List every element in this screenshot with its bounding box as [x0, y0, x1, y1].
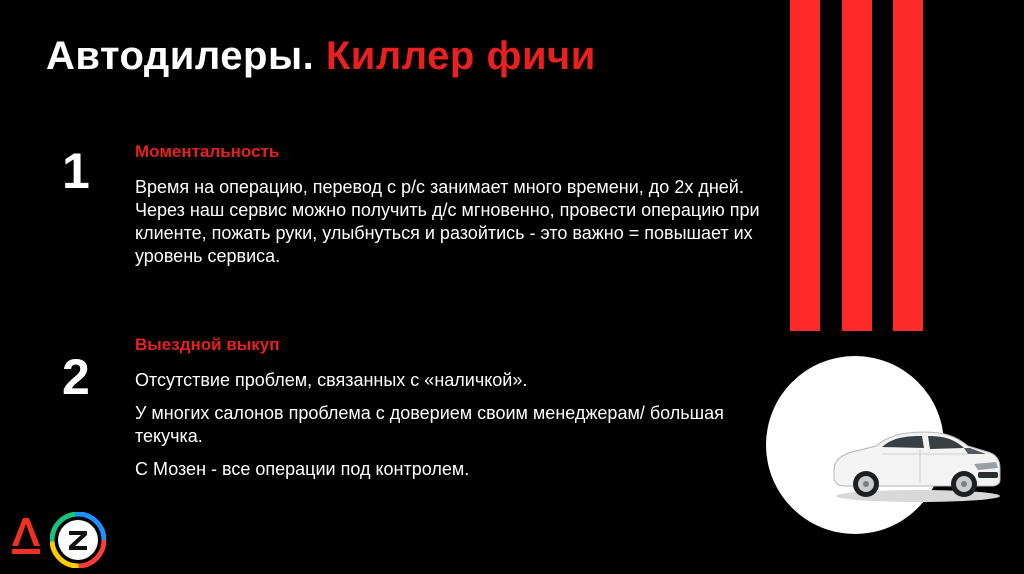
title-part-white: Автодилеры.: [46, 34, 326, 78]
item-paragraph: У многих салонов проблема с доверием своим менеджерам/ большая текучка.: [135, 403, 724, 446]
item-title-2: Выездной выкуп: [135, 335, 280, 354]
item-number-2: 2: [62, 349, 90, 405]
decor-stripe-2: [842, 0, 872, 331]
decor-stripe-3: [893, 0, 923, 331]
item-number-1: 1: [62, 143, 90, 199]
item-paragraph: Отсутствие проблем, связанных с «наличкой».: [135, 370, 528, 390]
item-title-1: Моментальность: [135, 142, 280, 161]
title-part-red: Киллер фичи: [325, 34, 596, 78]
z-logo-icon: [50, 512, 106, 568]
item-section-2: [135, 335, 775, 481]
decor-stripe-1: [790, 0, 820, 331]
car-image: [828, 424, 1004, 504]
item-paragraph: С Мозен - все операции под контролем.: [135, 459, 470, 479]
item-section-1: [135, 142, 775, 268]
alfa-logo-icon: [8, 514, 44, 556]
slide-title: [46, 34, 596, 79]
item-paragraph: Время на операцию, перевод с р/с занимает много времени, до 2х дней. Через наш сервис можно получить д/с мгновенно, провести операцию при клиенте, пожать руки, улыбнуться и разойтись - это важно = повышает их уровень сервиса.: [135, 177, 760, 266]
